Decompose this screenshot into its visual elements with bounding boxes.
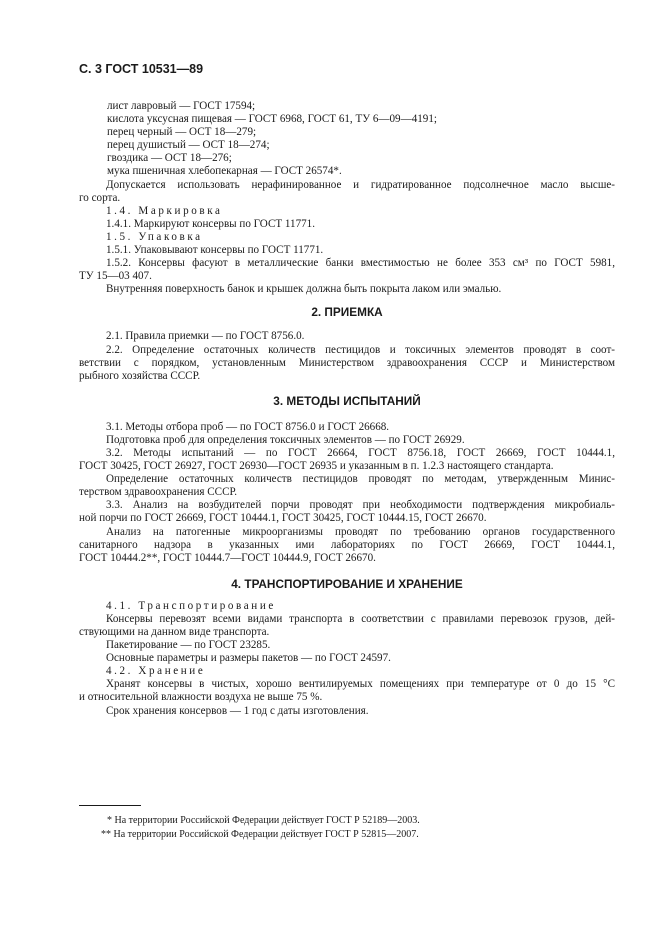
paragraph-1-4-1: 1.4.1. Маркируют консервы по ГОСТ 11771.: [106, 217, 315, 230]
footnote-2: ** На территории Российской Федерации действует ГОСТ Р 52815—2007.: [101, 829, 419, 840]
ingredient-line: гвоздика — ОСТ 18—276;: [107, 152, 232, 165]
oil-note-line-2: го сорта.: [79, 191, 121, 204]
section-heading-test-methods: 3. МЕТОДЫ ИСПЫТАНИЙ: [273, 393, 421, 408]
paragraph-2-2-line-2: ветствии с порядком, установленным Министерством здравоохранения СССР и Министерством: [79, 356, 615, 369]
paragraph-transport-line-2: ствующими на данном виде транспорта.: [79, 626, 270, 638]
paragraph-3-2-line-2: ГОСТ 30425, ГОСТ 26927, ГОСТ 26930—ГОСТ 26935 и указанным в п. 1.2.3 настоящего стандарта.: [79, 460, 554, 473]
subsection-title-storage: 4.2. Хранение: [106, 665, 206, 678]
ingredient-line: лист лавровый — ГОСТ 17594;: [107, 100, 256, 112]
paragraph-shelf-life: Срок хранения консервов — 1 год с даты изготовления.: [106, 704, 369, 717]
paragraph-3-3-line-1: 3.3. Анализ на возбудителей порчи проводят при необходимости подтверждения микробиаль-: [106, 499, 615, 512]
subsection-title-packing: 1.5. Упаковка: [106, 230, 203, 243]
section-heading-acceptance: 2. ПРИЕМКА: [311, 305, 383, 320]
paragraph-3-3-line-2: ной порчи по ГОСТ 26669, ГОСТ 10444.1, ГОСТ 30425, ГОСТ 10444.15, ГОСТ 26670.: [79, 512, 487, 525]
ingredient-line: кислота уксусная пищевая — ГОСТ 6968, ГОСТ 61, ТУ 6—09—4191;: [107, 113, 437, 126]
paragraph-pesticides-line-1: Определение остаточных количеств пестицидов проводят по методам, утвержденным Минис-: [106, 473, 615, 486]
oil-note-line-1: Допускается использовать нерафинированное и гидратированное подсолнечное масло высше-: [106, 178, 615, 191]
page-header: С. 3 ГОСТ 10531—89: [79, 62, 204, 76]
paragraph-1-5-2-line-2: ТУ 15—03 407.: [79, 270, 152, 283]
paragraph-storage-line-1: Хранят консервы в чистых, хорошо вентилируемых помещениях при температуре от 0 до 15 °С: [106, 678, 615, 691]
paragraph-2-2-line-3: рыбного хозяйства СССР.: [79, 369, 201, 382]
paragraph-coating: Внутренняя поверхность банок и крышек должна быть покрыта лаком или эмалью.: [106, 283, 502, 296]
paragraph-1-5-2-line-1: 1.5.2. Консервы фасуют в металлические банки вместимостью не более 353 см³ по ГОСТ 5981,: [106, 257, 615, 270]
subsection-title-transport: 4.1. Транспортирование: [106, 599, 276, 612]
paragraph-transport-line-1: Консервы перевозят всеми видами транспорта в соответствии с правилами перевозок грузов, дей-: [106, 612, 615, 625]
paragraph-pathogens-line-1: Анализ на патогенные микроорганизмы проводят по требованию органов государственного: [106, 525, 615, 538]
paragraph-2-1: 2.1. Правила приемки — по ГОСТ 8756.0.: [106, 330, 305, 343]
paragraph-pesticides-line-2: терством здравоохранения СССР.: [79, 486, 238, 499]
ingredient-line: перец душистый — ОСТ 18—274;: [107, 139, 270, 152]
section-heading-transport-storage: 4. ТРАНСПОРТИРОВАНИЕ И ХРАНЕНИЕ: [231, 576, 463, 591]
paragraph-storage-line-2: и относительной влажности воздуха не выше 75 %.: [79, 691, 323, 704]
paragraph-3-2-line-1: 3.2. Методы испытаний — по ГОСТ 26664, ГОСТ 8756.18, ГОСТ 26669, ГОСТ 10444.1,: [106, 446, 615, 459]
paragraph-2-2-line-1: 2.2. Определение остаточных количеств пестицидов и токсичных элементов проводят в соот-: [106, 343, 615, 356]
paragraph-3-1: 3.1. Методы отбора проб — по ГОСТ 8756.0 и ГОСТ 26668.: [106, 420, 390, 433]
footnote-separator: [79, 805, 141, 806]
ingredient-line: перец черный — ОСТ 18—279;: [107, 126, 257, 139]
paragraph-packaging: Пакетирование — по ГОСТ 23285.: [106, 639, 271, 652]
paragraph-1-5-1: 1.5.1. Упаковывают консервы по ГОСТ 11771.: [106, 244, 324, 257]
paragraph-sample-prep: Подготовка проб для определения токсичных элементов — по ГОСТ 26929.: [106, 433, 465, 446]
ingredient-line: мука пшеничная хлебопекарная — ГОСТ 26574*.: [107, 165, 342, 178]
page-body: [79, 100, 615, 718]
subsection-title-marking: 1.4. Маркировка: [106, 204, 223, 217]
paragraph-pathogens-line-3: ГОСТ 10444.2**, ГОСТ 10444.7—ГОСТ 10444.9, ГОСТ 26670.: [79, 551, 376, 564]
paragraph-package-params: Основные параметры и размеры пакетов — по ГОСТ 24597.: [106, 652, 391, 665]
paragraph-pathogens-line-2: санитарного надзора в указанных ими лабораториях по ГОСТ 26669, ГОСТ 10444.1,: [79, 538, 615, 551]
footnote-1: * На территории Российской Федерации действует ГОСТ Р 52189—2003.: [107, 815, 420, 826]
